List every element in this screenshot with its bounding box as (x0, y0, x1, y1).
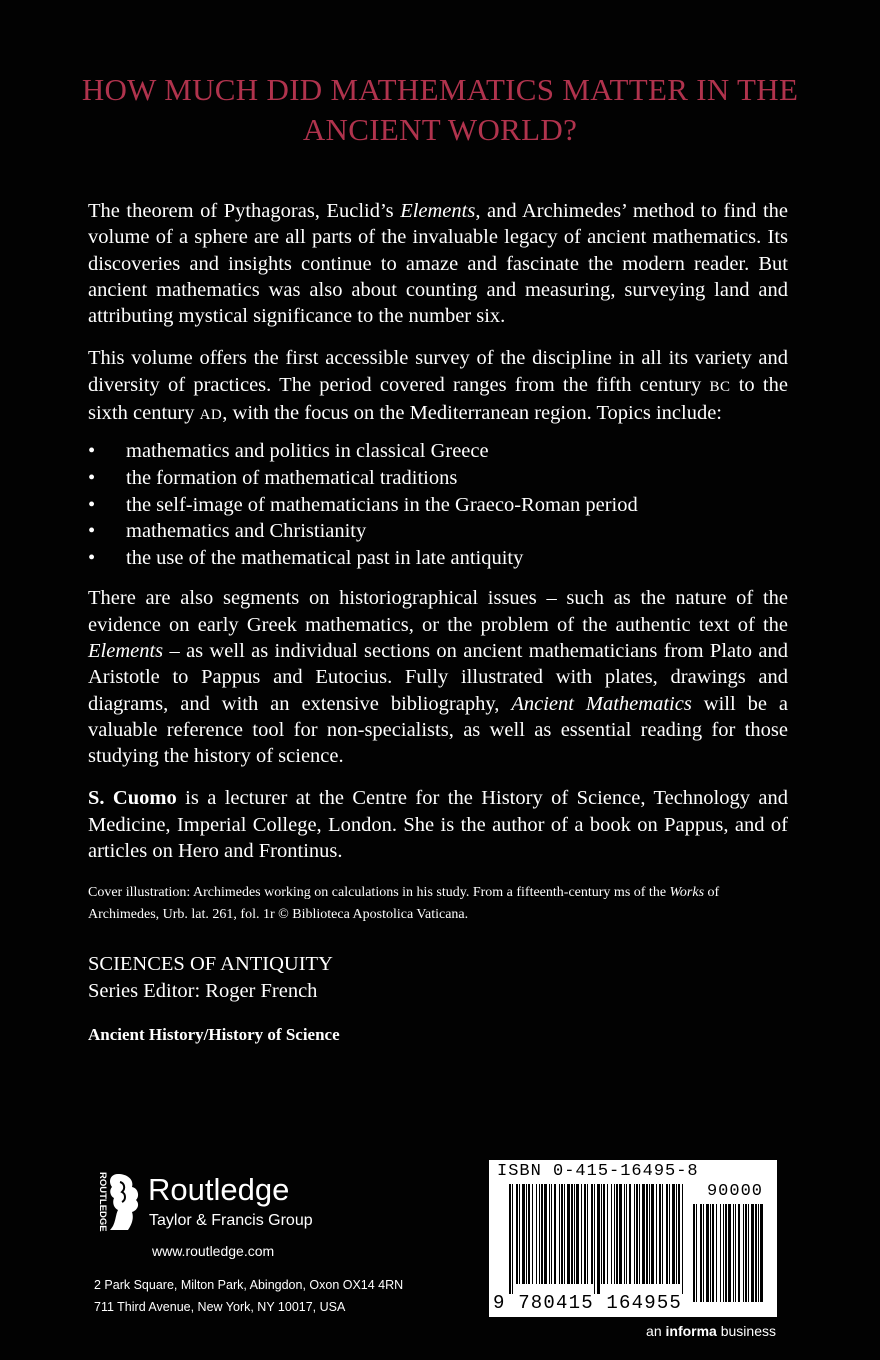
list-item: • the use of the mathematical past in late antiquity (88, 545, 788, 572)
barcode-bar (576, 1184, 579, 1284)
barcode-bar (745, 1204, 747, 1302)
barcode-bar (669, 1184, 670, 1284)
barcode-bar (571, 1184, 573, 1284)
publisher-block (88, 1168, 408, 1238)
barcode-bar (700, 1204, 702, 1302)
logo-text: ROUTLEDGE (97, 1172, 108, 1232)
subject-category: Ancient History/History of Science (88, 1024, 340, 1044)
bullet-icon: • (88, 466, 96, 489)
barcode-bar (706, 1204, 709, 1302)
barcode-bar (666, 1184, 668, 1284)
barcode-bar (607, 1184, 608, 1284)
barcode-bar (584, 1184, 586, 1284)
publisher-address-uk: 2 Park Square, Milton Park, Abingdon, Oxon OX14 4RN (94, 1278, 404, 1292)
barcode-bar (519, 1184, 520, 1284)
barcode-bar (646, 1184, 648, 1284)
barcode-bar (760, 1204, 763, 1302)
publisher-group: Taylor & Francis Group (149, 1212, 313, 1229)
barcode-bar (581, 1184, 582, 1284)
barcode-bar (662, 1184, 663, 1284)
barcode-bar (716, 1204, 717, 1302)
barcode-bar (639, 1184, 640, 1284)
ean-digits: 9 780415 164955 (493, 1292, 683, 1314)
informa-tagline: an informa business (646, 1323, 776, 1339)
barcode-bar (512, 1184, 513, 1294)
barcode-bar (659, 1184, 661, 1284)
series-name: SCIENCES OF ANTIQUITY (88, 953, 333, 976)
headline: HOW MUCH DID MATHEMATICS MATTER IN THE ANCIENT WORLD? (81, 72, 799, 147)
barcode-bar (642, 1184, 645, 1284)
barcode-bar (703, 1204, 704, 1302)
barcode-bar (539, 1184, 540, 1284)
barcode-bar (551, 1184, 552, 1284)
publisher-name: Routledge (148, 1172, 290, 1207)
barcode-bar (554, 1184, 556, 1284)
barcode-bar (651, 1184, 654, 1284)
barcode-bar (733, 1204, 734, 1302)
barcode-bar (601, 1184, 602, 1284)
barcode-bar (712, 1204, 714, 1302)
barcode-bar (678, 1184, 680, 1284)
barcode-bar (682, 1184, 683, 1294)
survey-paragraph: This volume offers the first accessible survey of the discipline in all its variety and diversity of practices. The period covered ranges from the fifth century BC to the sixth century AD, with the focus on the Mediterranean region. Topics include: (88, 347, 788, 425)
barcode-bar (728, 1204, 731, 1302)
barcode-bar (509, 1184, 511, 1294)
barcode-bar (693, 1204, 695, 1302)
isbn-text: ISBN 0-415-16495-8 (497, 1162, 699, 1181)
barcode-bar (723, 1204, 724, 1302)
barcode-bar (594, 1184, 595, 1294)
barcode-bar (532, 1184, 533, 1284)
addon-barcode-bars (693, 1204, 765, 1312)
bullet-icon: • (88, 440, 96, 463)
barcode-bar (536, 1184, 537, 1284)
barcode-bar (676, 1184, 677, 1284)
barcode-bar (611, 1184, 612, 1284)
barcode-bar (561, 1184, 563, 1284)
barcode-bar (541, 1184, 543, 1284)
barcode-bar (559, 1184, 560, 1284)
barcode-bar (720, 1204, 721, 1302)
barcode-bar (738, 1204, 740, 1302)
barcode-bar (735, 1204, 736, 1302)
bullet-icon: • (88, 520, 96, 543)
list-item: • mathematics and Christianity (88, 518, 788, 545)
list-item: • mathematics and politics in classical Greece (88, 438, 788, 465)
isbn-barcode (489, 1160, 777, 1317)
barcode-bar (603, 1184, 605, 1284)
series-editor: Series Editor: Roger French (88, 979, 318, 1002)
barcode-bar (649, 1184, 650, 1284)
barcode-bar (549, 1184, 550, 1284)
barcode-bar (755, 1204, 757, 1302)
barcode-bar (624, 1184, 625, 1284)
price-code: 90000 (706, 1182, 763, 1201)
barcode-bar (591, 1184, 593, 1284)
barcode-bar (522, 1184, 525, 1284)
publisher-address-us: 711 Third Avenue, New York, NY 10017, USA (94, 1300, 346, 1314)
barcode-bar (751, 1204, 754, 1302)
barcode-bar (564, 1184, 565, 1284)
barcode-bar (574, 1184, 575, 1284)
barcode-bar (710, 1204, 711, 1302)
barcode-bar (597, 1184, 600, 1294)
barcode-bar (636, 1184, 638, 1284)
author-name: S. Cuomo (88, 787, 177, 810)
bullet-icon: • (88, 546, 96, 569)
barcode-bar (696, 1204, 697, 1302)
barcode-bar (619, 1184, 622, 1284)
ean-barcode-bars (509, 1184, 685, 1294)
cover-credit: Cover illustration: Archimedes working on calculations in his study. From a fifteenth-century ms of the Works of Archimedes, Urb. lat. 261, fol. 1r © Biblioteca Apostolica Vaticana. (88, 885, 720, 923)
barcode-bar (672, 1184, 675, 1284)
barcode-bar (743, 1204, 744, 1302)
back-cover-text (88, 198, 788, 1048)
barcode-bar (587, 1184, 588, 1284)
barcode-bar (616, 1184, 618, 1284)
barcode-bar (629, 1184, 631, 1284)
author-bio: S. Cuomo is a lecturer at the Centre for the History of Science, Technology and Medicine, Imperial College, London. She is the author of a book on Pappus, and of articles on Hero and Frontinus. (88, 787, 788, 863)
list-item: • the self-image of mathematicians in the Graeco-Roman period (88, 492, 788, 519)
barcode-bar (528, 1184, 530, 1284)
barcode-bar (626, 1184, 627, 1284)
barcode-bar (516, 1184, 518, 1284)
publisher-url[interactable]: www.routledge.com (152, 1243, 275, 1259)
barcode-bar (634, 1184, 635, 1284)
barcode-bar (656, 1184, 657, 1284)
barcode-bar (544, 1184, 547, 1284)
barcode-bar (526, 1184, 527, 1284)
bullet-icon: • (88, 493, 96, 516)
barcode-bar (725, 1204, 727, 1302)
barcode-bar (614, 1184, 615, 1284)
intro-paragraph: The theorem of Pythagoras, Euclid’s Elements, and Archimedes’ method to find the volume of a sphere are all parts of the invaluable legacy of ancient mathematics. Its discoveries and insights continue to amaze and fascinate the modern reader. But ancient mathematics was also about counting and measuring, surveying land and attributing mystical significance to the number six. (88, 200, 788, 328)
topics-list (88, 438, 788, 571)
barcode-bar (567, 1184, 570, 1284)
segments-paragraph: There are also segments on historiographical issues – such as the nature of the evidence on early Greek mathematics, or the problem of the authentic text of the Elements – as well as individual sections on ancient mathematicians from Plato and Aristotle to Pappus and Eutocius. Fully illustrated with plates, drawings and diagrams, and with an extensive bibliography, Ancient Mathematics will be a valuable reference tool for non-specialists, as well as essential reading for those studying the history of science. (88, 587, 789, 768)
routledge-logo-icon (88, 1170, 144, 1234)
list-item: • the formation of mathematical traditions (88, 465, 788, 492)
barcode-bar (758, 1204, 759, 1302)
barcode-bar (748, 1204, 749, 1302)
